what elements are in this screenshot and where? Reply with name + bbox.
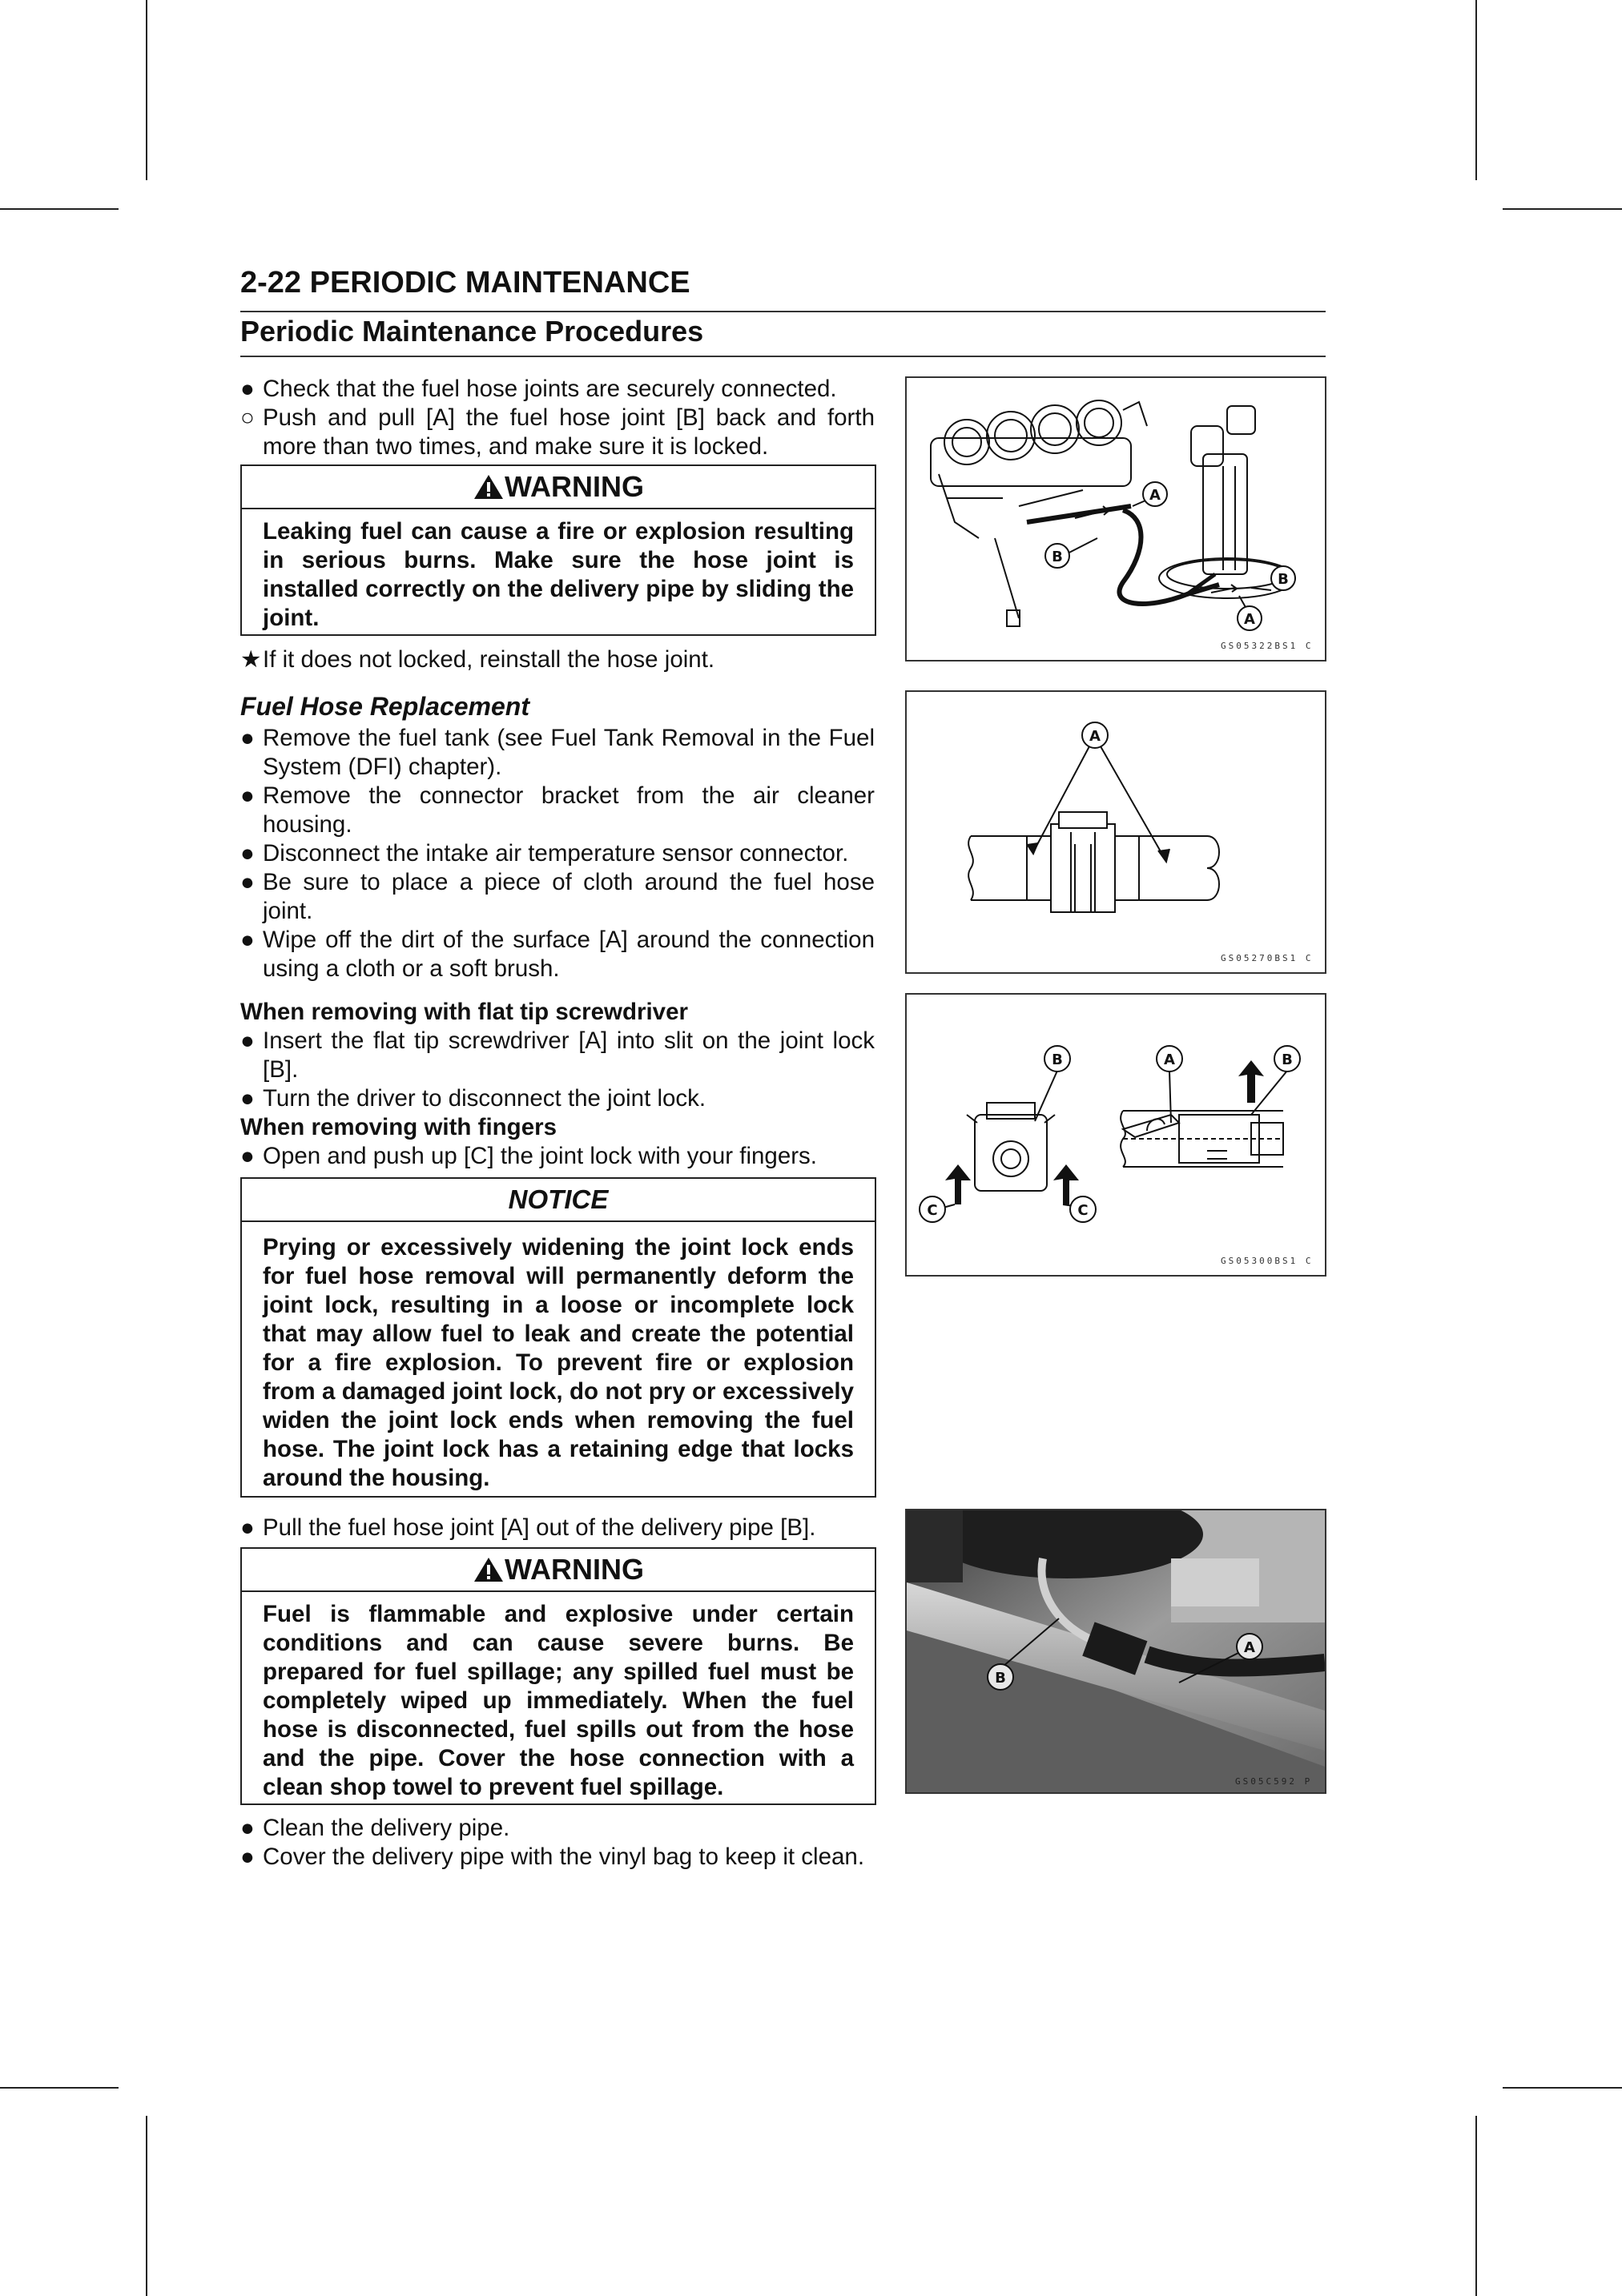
crop-mark (0, 208, 119, 210)
step-bullet: ● Remove the fuel tank (see Fuel Tank Removal in the Fuel System (DFI) chapter). (240, 725, 875, 780)
crop-mark (1475, 0, 1477, 180)
crop-mark (1475, 2116, 1477, 2296)
subtitle-rule (240, 356, 1326, 357)
header-rule (240, 311, 1326, 312)
step-bullet: ● Remove the connector bracket from the air cleaner housing. (240, 782, 875, 838)
delivery-pipe-photo (907, 1510, 1325, 1792)
intro-steps (240, 375, 875, 461)
bullet-icon: ● (240, 782, 255, 809)
notice-title: NOTICE (242, 1179, 875, 1222)
figure-code: GS05270BS1 C (1221, 953, 1314, 963)
callout-label: B (1282, 1051, 1293, 1068)
star-icon: ★ (240, 646, 262, 673)
callout-label: C (1077, 1202, 1089, 1219)
crop-mark (146, 2116, 147, 2296)
bullet-icon: ● (240, 1085, 255, 1112)
pull-step-text: Pull the fuel hose joint [A] out of the delivery pipe [B]. (263, 1514, 816, 1541)
figure-hose-joint-surface (905, 690, 1326, 974)
warning-box (240, 464, 876, 636)
crop-mark (0, 2087, 119, 2089)
fuel-hose-heading: Fuel Hose Replacement (240, 692, 529, 721)
section-subtitle: Periodic Maintenance Procedures (240, 315, 704, 348)
warning-text: Fuel is flammable and explosive under certain conditions and can cause severe burns. Be prepared for fuel spillage; any spilled fuel must be completely wiped up immediately. When the fuel hose is disconnected, fuel spills out from the hose and the pipe. Cover the hose connection with a clean shop towel to prevent fuel spillage. (263, 1601, 854, 1800)
crop-mark (1503, 2087, 1622, 2089)
callout-label: B (1052, 1051, 1063, 1068)
callout-label: A (1089, 728, 1101, 745)
joint-lock-illustration (907, 995, 1325, 1275)
step-bullet: ● Turn the driver to disconnect the joint lock. (240, 1085, 706, 1112)
figure-code: GS05300BS1 C (1221, 1256, 1314, 1266)
callout-label: A (1244, 611, 1255, 628)
callout-label: B (1278, 571, 1289, 588)
hose-joint-illustration (907, 692, 1325, 972)
warning-triangle-icon (473, 1556, 505, 1583)
figure-code: GS05C592 P (1235, 1776, 1313, 1787)
warning-header (242, 1549, 875, 1592)
step-bullet: ● Insert the flat tip screwdriver [A] into slit on the joint lock [B]. (240, 1027, 875, 1083)
star-note-text: If it does not locked, reinstall the hose joint. (263, 646, 715, 673)
warning-title: WARNING (505, 470, 644, 503)
bullet-icon: ● (240, 376, 255, 402)
fingers-heading: When removing with fingers (240, 1114, 557, 1140)
bullet-icon: ● (240, 927, 255, 953)
notice-text: Prying or excessively widening the joint lock ends for fuel hose removal will permanently deform the joint lock, resulting in a loose or incomplete lock that may allow fuel to leak and create the potential for a fire explosion. To prevent fire or explosion from a damaged joint lock, do not pry or excessively widen the joint lock ends when removing the fuel hose. The joint lock has a retaining edge that locks around the housing. (263, 1234, 854, 1491)
bullet-icon: ● (240, 840, 255, 867)
figure-photo-delivery-pipe (905, 1509, 1326, 1794)
warning-box (240, 1547, 876, 1805)
bullet-icon: ● (240, 1815, 255, 1841)
callout-label: B (1052, 549, 1063, 565)
warning-triangle-icon (473, 473, 505, 501)
warning-header (242, 466, 875, 509)
circle-icon: ○ (240, 404, 255, 431)
substep: ○ Push and pull [A] the fuel hose joint [B] back and forth more than two times, and make sure it is locked. (240, 404, 875, 460)
crop-mark (1503, 208, 1622, 210)
callout-label: A (1244, 1639, 1255, 1656)
step-bullet: ● Be sure to place a piece of cloth around the fuel hose joint. (240, 869, 875, 924)
step-bullet: ● Open and push up [C] the joint lock with your fingers. (240, 1143, 817, 1169)
callout-label: C (927, 1202, 938, 1219)
figure-code: GS05322BS1 C (1221, 641, 1314, 651)
bullet-icon: ● (240, 869, 255, 895)
star-note (240, 645, 875, 674)
bullet-icon: ● (240, 1027, 255, 1054)
bullet-icon: ● (240, 1514, 255, 1541)
bullet-icon: ● (240, 1844, 255, 1870)
fuel-system-illustration (907, 378, 1325, 660)
notice-box (240, 1177, 876, 1498)
pull-step (240, 1514, 875, 1542)
figure-throttle-fuel-pump (905, 376, 1326, 661)
step-bullet: ● Clean the delivery pipe. (240, 1815, 510, 1841)
step-bullet: ● Disconnect the intake air temperature sensor connector. (240, 840, 849, 867)
step-bullet: ● Cover the delivery pipe with the vinyl bag to keep it clean. (240, 1844, 865, 1870)
warning-title: WARNING (505, 1553, 644, 1586)
callout-label: A (1149, 487, 1161, 504)
step-bullet: ● Check that the fuel hose joints are securely connected. (240, 376, 837, 402)
bullet-icon: ● (240, 725, 255, 751)
removal-steps (240, 998, 875, 1171)
step-bullet: ● Wipe off the dirt of the surface [A] around the connection using a cloth or a soft brush. (240, 927, 875, 982)
callout-label: B (995, 1670, 1006, 1687)
page-title: 2-22 PERIODIC MAINTENANCE (240, 266, 690, 300)
figure-joint-lock (905, 993, 1326, 1277)
fuel-hose-steps (240, 724, 875, 983)
screwdriver-heading: When removing with flat tip screwdriver (240, 999, 688, 1025)
final-steps (240, 1814, 875, 1872)
bullet-icon: ● (240, 1143, 255, 1169)
warning-text: Leaking fuel can cause a fire or explosion resulting in serious burns. Make sure the hose joint is installed correctly on the delivery pipe by sliding the joint. (263, 518, 854, 631)
crop-mark (146, 0, 147, 180)
callout-label: A (1164, 1051, 1175, 1068)
